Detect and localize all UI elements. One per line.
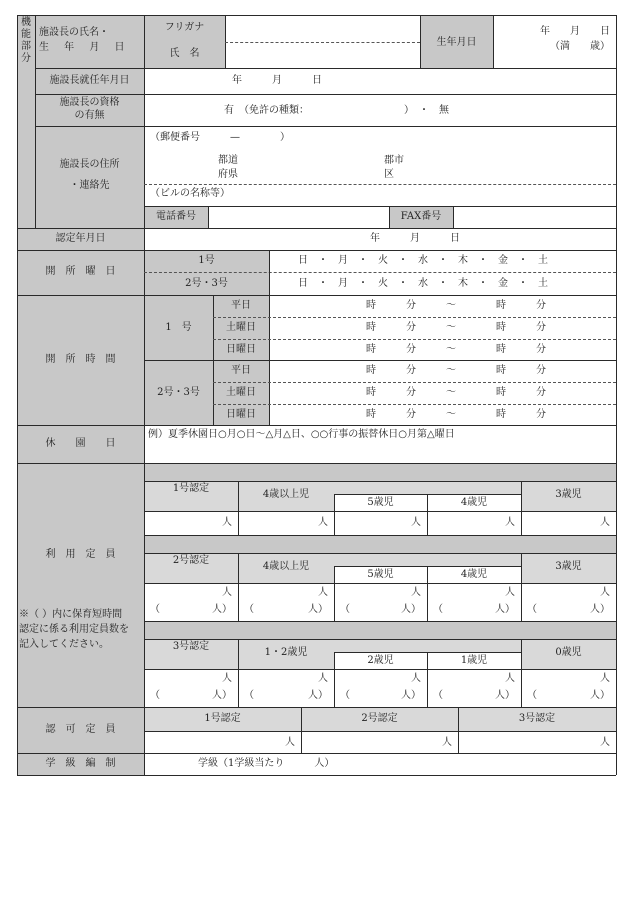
phone-input[interactable] xyxy=(209,207,388,227)
director-birth-label: 生 年 月 日 xyxy=(39,42,131,53)
side-label-4: 分 xyxy=(21,53,31,64)
cap3-value[interactable]: 人 xyxy=(505,673,515,684)
holiday-label: 休 園 日 xyxy=(45,438,116,449)
postal-label[interactable]: （郵便番号 — ） xyxy=(150,132,290,143)
cap2-short-value[interactable]: 人） xyxy=(495,604,515,615)
capacity-note-3: 記入してください。 xyxy=(19,639,109,650)
hours-day-weekday: 平日 xyxy=(231,365,251,376)
cap2-short-value[interactable]: 人） xyxy=(212,604,232,615)
cap1-last: 3歳児 xyxy=(555,489,582,500)
licensed-value-3[interactable]: 人 xyxy=(600,737,610,748)
furigana-label: フリガナ xyxy=(164,22,205,33)
shimei-label: 氏 名 xyxy=(169,48,200,59)
cap3-value[interactable]: 人 xyxy=(411,673,421,684)
address-label-1: 施設長の住所 xyxy=(59,159,120,170)
cap3-paren-open: （ xyxy=(150,690,160,701)
qualification-label-2: の有無 xyxy=(74,110,105,121)
city-label-1: 郡市 xyxy=(384,155,404,166)
furigana-input[interactable] xyxy=(226,16,419,41)
open-hours-label: 開 所 時 間 xyxy=(45,354,116,365)
capacity-note-1: ※（ ）内に保育短時間 xyxy=(19,609,123,620)
cap3-short-value[interactable]: 人） xyxy=(308,690,328,701)
cap3-sub2: 1歳児 xyxy=(460,655,488,666)
capacity-band-3 xyxy=(144,621,616,639)
cap3-paren-open: （ xyxy=(244,690,254,701)
pref-label-1: 都道 xyxy=(218,155,238,166)
hours-day-saturday: 土曜日 xyxy=(226,322,256,333)
cap3-paren-open: （ xyxy=(340,690,350,701)
cap2-value[interactable]: 人 xyxy=(411,587,421,598)
cap2-sub1: 5歳児 xyxy=(367,569,394,580)
licensed-col-3: 3号認定 xyxy=(518,713,556,724)
cap2-short-value[interactable]: 人） xyxy=(401,604,421,615)
capacity-label-bg xyxy=(17,463,144,707)
cap1-group: 4歳以上児 xyxy=(262,489,310,500)
cap2-group: 4歳以上児 xyxy=(262,561,310,572)
side-label-3: 部 xyxy=(21,41,31,52)
hours-time[interactable]: 時 分 ～ 時 分 xyxy=(366,300,546,311)
cap2-value[interactable]: 人 xyxy=(600,587,610,598)
birth-label: 生年月日 xyxy=(436,37,477,48)
birth-age-value[interactable]: （満 歳） xyxy=(550,41,610,52)
licensed-col-1: 1号認定 xyxy=(204,713,241,724)
fax-label: FAX番号 xyxy=(400,211,442,222)
hours-time[interactable]: 時 分 ～ 時 分 xyxy=(366,387,546,398)
open-days-value-2[interactable]: 日 ・ 月 ・ 火 ・ 水 ・ 木 ・ 金 ・ 土 xyxy=(298,278,548,289)
director-name-label: 施設長の氏名・ xyxy=(39,27,109,38)
cap1-sub1: 5歳児 xyxy=(367,497,394,508)
fax-input[interactable] xyxy=(454,207,615,227)
qualification-label-1: 施設長の資格 xyxy=(59,97,120,108)
licensed-value-1[interactable]: 人 xyxy=(285,737,295,748)
cap1-sub2: 4歳児 xyxy=(460,497,488,508)
holiday-example[interactable]: 例）夏季休園日○月○日～△月△日、○○行事の振替休日○月第△曜日 xyxy=(148,429,455,440)
name-input[interactable] xyxy=(226,43,419,67)
cap3-value[interactable]: 人 xyxy=(222,673,232,684)
open-days-type-1: 1号 xyxy=(198,255,215,266)
cap2-paren-open: （ xyxy=(340,604,350,615)
cap2-sub2: 4歳児 xyxy=(460,569,488,580)
cap3-title: 3号認定 xyxy=(172,641,210,652)
cap2-short-value[interactable]: 人） xyxy=(590,604,610,615)
cap3-short-value[interactable]: 人） xyxy=(212,690,232,701)
open-days-label: 開 所 曜 日 xyxy=(45,266,116,277)
hours-time[interactable]: 時 分 ～ 時 分 xyxy=(366,322,546,333)
open-days-type-2: 2号・3号 xyxy=(185,278,228,289)
cap3-value[interactable]: 人 xyxy=(318,673,328,684)
cap1-value[interactable]: 人 xyxy=(600,517,610,528)
side-label-2: 能 xyxy=(21,29,31,40)
cap1-value[interactable]: 人 xyxy=(222,517,232,528)
hours-day-weekday: 平日 xyxy=(231,300,251,311)
licensed-value-2[interactable]: 人 xyxy=(442,737,452,748)
capacity-label: 利 用 定 員 xyxy=(45,549,116,560)
cap2-paren-open: （ xyxy=(527,604,537,615)
hours-day-saturday: 土曜日 xyxy=(226,387,256,398)
qualification-value[interactable]: 有 （免許の種類： ） ・ 無 xyxy=(224,105,449,116)
hours-time[interactable]: 時 分 ～ 時 分 xyxy=(366,344,546,355)
building-label[interactable]: （ビルの名称等） xyxy=(150,188,230,199)
side-label-1: 機 xyxy=(21,17,31,28)
approval-label: 認定年月日 xyxy=(55,233,106,244)
approval-value[interactable]: 年 月 日 xyxy=(370,233,460,244)
cap3-short-value[interactable]: 人） xyxy=(495,690,515,701)
cap2-short-value[interactable]: 人） xyxy=(308,604,328,615)
pref-label-2: 府県 xyxy=(218,169,238,180)
classes-label: 学 級 編 制 xyxy=(45,758,116,769)
cap1-value[interactable]: 人 xyxy=(318,517,328,528)
cap2-paren-open: （ xyxy=(433,604,443,615)
cap2-paren-open: （ xyxy=(244,604,254,615)
open-hours-type-1: 1 号 xyxy=(165,322,192,333)
hours-day-sunday: 日曜日 xyxy=(226,409,256,420)
cap3-paren-open: （ xyxy=(433,690,443,701)
cap3-short-value[interactable]: 人） xyxy=(590,690,610,701)
address-label-2: ・連絡先 xyxy=(69,180,110,191)
appointment-label: 施設長就任年月日 xyxy=(49,75,130,86)
cap1-title: 1号認定 xyxy=(172,483,210,494)
licensed-label: 認 可 定 員 xyxy=(45,724,116,735)
classes-value[interactable]: 学級（1学級当たり 人） xyxy=(198,758,335,769)
cap3-paren-open: （ xyxy=(527,690,537,701)
capacity-band-1 xyxy=(144,463,616,481)
capacity-note-2: 認定に係る利用定員数を xyxy=(19,624,129,635)
cap3-last: 0歳児 xyxy=(555,647,582,658)
hours-day-sunday: 日曜日 xyxy=(226,344,256,355)
cap2-last: 3歳児 xyxy=(555,561,582,572)
hours-time[interactable]: 時 分 ～ 時 分 xyxy=(366,365,546,376)
cap2-paren-open: （ xyxy=(150,604,160,615)
city-label-2: 区 xyxy=(384,169,394,180)
cap2-value[interactable]: 人 xyxy=(222,587,232,598)
licensed-col-2: 2号認定 xyxy=(361,713,398,724)
capacity-band-2 xyxy=(144,535,616,553)
cap2-value[interactable]: 人 xyxy=(318,587,328,598)
cap3-value[interactable]: 人 xyxy=(600,673,610,684)
cap3-sub1: 2歳児 xyxy=(367,655,394,666)
open-hours-type-2: 2号・3号 xyxy=(157,387,200,398)
birth-date-value[interactable]: 年 月 日 xyxy=(540,26,610,37)
hours-time[interactable]: 時 分 ～ 時 分 xyxy=(366,409,546,420)
open-days-value-1[interactable]: 日 ・ 月 ・ 火 ・ 水 ・ 木 ・ 金 ・ 土 xyxy=(298,255,548,266)
cap3-short-value[interactable]: 人） xyxy=(401,690,421,701)
appointment-value[interactable]: 年 月 日 xyxy=(232,75,322,86)
cap3-group: 1・2歳児 xyxy=(264,647,308,658)
cap1-value[interactable]: 人 xyxy=(411,517,421,528)
cap1-value[interactable]: 人 xyxy=(505,517,515,528)
address-label-bg xyxy=(35,126,144,228)
cap2-title: 2号認定 xyxy=(172,555,210,566)
cap2-value[interactable]: 人 xyxy=(505,587,515,598)
phone-label: 電話番号 xyxy=(156,211,196,222)
